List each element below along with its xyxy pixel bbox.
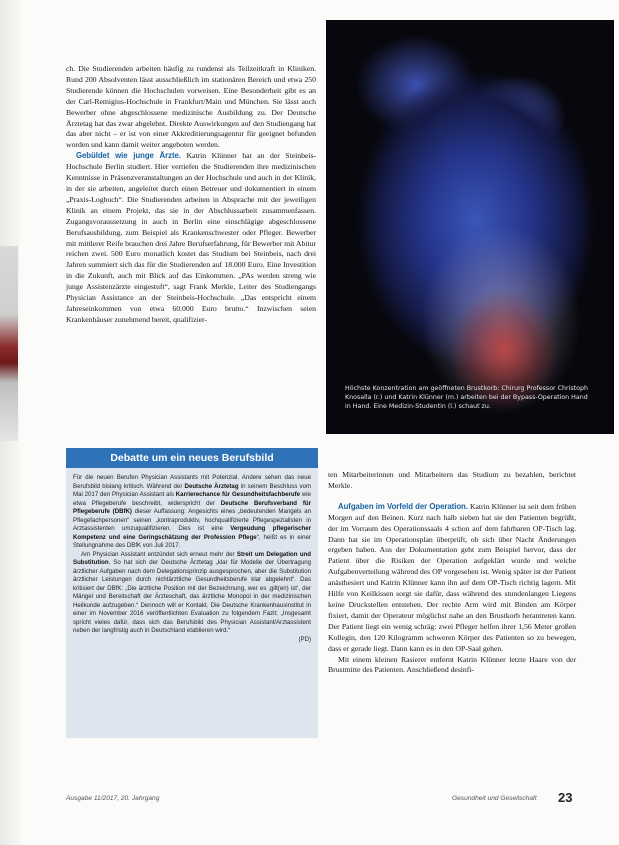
info-text: “, heißt es in einer Stellungnahme des DBfK von Juli 2017.: [73, 533, 311, 549]
runin-heading: Gebüldet wie junge Ärzte.: [76, 151, 181, 161]
info-box-paragraph: [73, 551, 311, 636]
info-box-paragraph: [73, 474, 311, 551]
footer-issue: Ausgabe 11/2017, 20. Jahrgang: [66, 795, 160, 802]
paragraph-body: Katrin Klünner ist seit dem frühen Morgen auf den Beinen. Kurz nach halb sieben hat sie den Patienten begrüßt, der im Vorraum des Operationssaals 4 schon auf dem fahrbaren OP-Tisch lag. Dann hat sie im Operationsplan überprüft, ob sich über Nacht Änderungen ergeben haben. Aus der Dokumentation geht zum Beispiel hervor, dass der Patient über die Risiken der Operation aufgeklärt wurde und welche Aufgabenverteilung während des OP vorgesehen ist. Wenig später ist der Patient anästhesiert und Katrin Klünner kann ihn auf dem OP-Tisch richtig lagern. Mit Hilfe von Keilkissen sorgt sie dafür, dass während des stundenlangen Liegens keine Druckstellen entstehen. Der rechte Arm wird mit Binden am Körper fixiert, damit der Operateur möglichst nahe an den Brustkorb herantreten kann. Der Patient liegt ein wenig schräg: zwei Pfleger helfen ihrer 1,56 Meter großen Kollegin, den 120 Kilogramm schweren Körper des Patienten so zu bewegen, dass er gerade liegt. Dann kann es in den OP-Saal gehen.: [328, 501, 577, 653]
article-column-left: [66, 64, 316, 326]
info-box-signature: (PD): [298, 635, 311, 643]
photo-caption: Höchste Konzentration am geöffneten Brustkorb: Chirurg Professor Christoph Knosalla (r.) und Katrin Klünner (m.) arbeiten bei der Bypass-Operation Hand in Hand. Eine Medizin-Studentin (l.) schaut zu.: [345, 385, 588, 411]
info-emphasis: Deutsche Berufsverband für Pflegeberufe (DBfK): [73, 499, 311, 515]
paragraph-intro: ch. Die Studierenden arbeiten häufig zu rundenst als Teilzeitkraft in Kliniken. Rund 200 Absolventen lässt ausschließlich im stationären Bereich und etwa 250 Studierende können die Hochschulen vorweisen. Eine Besonderheit gibt es an der Carl-Remigius-Hochschule in Frankfurt/Main und München. Sie lässt auch Bewerber ohne abgeschlossene medizinische Ausbildung zu. Der Deutsche Ärztetag hat das zwar abgelehnt. Direkte Auswirkungen auf den Studiengang hat das aber nicht – er ist von einer Akkreditierungsagentur für geeignet befunden worden und kann damit weiter angeboten werden.: [66, 64, 316, 150]
info-emphasis: Karrierechance für Gesundheitsfachberufe: [175, 491, 301, 498]
info-text: Für die neuen Berufen Physician Assistants mit Potenzial. Andere sehen das neue Berufsbild bislang kritisch. Während der: [73, 474, 311, 490]
info-emphasis: Deutsche Ärztetag: [184, 482, 239, 490]
paragraph-intro: ten Mitarbeiterinnen und Mitarbeitern das Studium zu bezahlen, berichtet Merkle.: [328, 470, 576, 490]
info-text: dieser Auffassung: Angesichts eines „bedeutenden Mangels an Pflegefachpersonen“ seinen „kontraproduktiv, hochqualifizierte Pflegespezialisten in Arztassistenten umzuqualifizieren. Dies ist eine: [73, 508, 311, 532]
paragraph-last: Mit einem kleinen Rasierer entfernt Katrin Klünner letzte Haare von der Brustmitte des Patienten. Anschließend desinfi-: [328, 654, 576, 675]
info-box-title: Debatte um ein neues Berufsbild: [66, 448, 318, 468]
runin-heading: Aufgaben im Vorfeld der Operation.: [338, 501, 468, 511]
surgery-photo: [326, 20, 614, 434]
info-text: in seinem Beschluss vom Mai 2017 den Physician Assistant als: [73, 482, 311, 498]
info-text: Am Physician Assistant entzündet sich erneut mehr der: [81, 550, 237, 558]
paragraph-body: Katrin Klünner hat an der Steinbeis-Hochschule Berlin studiert. Hier vertiefen die Studierenden ihre medizinischen Kenntnisse in Präsenzveranstaltungen an der Hochschule und auch in der Klinik, in der sie arbeiten, angeleitet durch einen Betreuer und dokumentiert in einem „Praxis-Logbuch“. Die Studierenden arbeiten in Absprache mit der jeweiligen Klinik an einem Projekt, das sie in der Abschlussarbeit zusammenfassen. Zugangsvoraussetzung in auch in Berlin eine einschlägige abgeschlossene Berufsausbildung, zum Beispiel als Krankenschwester oder Pfleger. Bewerber mit mittlerer Reife brauchen drei Jahre Berufserfahrung, für Bewerber mit Abitur reichen zwei. 500 Euro monatlich kostet das Studium bei Steinbeis, nach drei Jahren summiert sich das für die Studierenden auf 18.000 Euro. Eine Investition in die Zukunft, auch mit Blick auf das Einkommen. „PAs werden streng wie junge Assistenzärzte eingestuft“, sagt Frank Merkle, Leiter des Studiengangs Physician Assistance an der Steinbeis-Hochschule. „Das entspricht einem Jahreseinkommen von etwa 60.000 Euro brutto.“ Inzwischen seien Krankenhäuser zunehmend bereit, qualifizier-: [66, 151, 316, 324]
article-column-right: [328, 470, 576, 676]
info-emphasis: Streit um Delegation und Substitution: [73, 550, 311, 566]
paragraph-studies: [66, 151, 316, 326]
info-emphasis: Vergeudung pflegerischer Kompetenz und eine Geringschätzung der Profession Pflege: [73, 525, 311, 541]
page-number: 23: [558, 790, 573, 805]
info-box: [66, 448, 318, 738]
adjacent-page-photo-strip: [0, 246, 18, 441]
paragraph-preparation: [328, 502, 576, 655]
info-box-body: [73, 474, 311, 644]
info-text: wie etwa Pflegeberufe beschreibt, widerspricht der: [73, 491, 311, 507]
info-text: . So hat sich der Deutsche Ärztetag „klar für Modelle der Übertragung ärztlicher Aufgaben nach dem Delegationsprinzip ausgesprochen, aber die Substitution ärztlicher Leistungen durch nichtärztliche Gesundheitsberufe klar abgelehnt“. Das kritisiert der DBfK: „Die ärztliche Position mit der Bezeichnung, wer es ‚gilt(en) ist‘, der Mängel und Bereitschaft der Ärzteschaft, das ärztliche Monopol in der medizinischen Heilkunde aufzugeben.“ Dennoch will er Kontakt. Die Deutsche Krankenhausinstitut in einer im November 2016 veröffentlichten Evaluation zu folgendem Fazit: „Insgesamt spricht vieles dafür, dass sich das Berufsbild des Physician Assistant/Arztassistent neben der langfristig auch in Deutschland etablieren wird.“: [73, 559, 311, 634]
footer-section: Gesundheit und Gesellschaft: [452, 795, 537, 802]
